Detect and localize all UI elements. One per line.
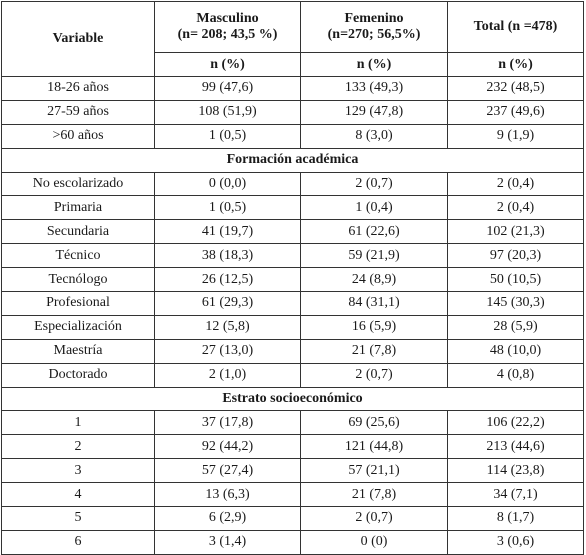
cell-total: 9 (1,9) [448, 124, 584, 148]
table-row [2, 459, 584, 483]
cell-femenino: 129 (47,8) [301, 100, 448, 124]
table-row [2, 292, 584, 316]
row-label: >60 años [2, 124, 155, 148]
row-label: Especialización [2, 315, 155, 339]
cell-total: 48 (10,0) [448, 339, 584, 363]
table-row [2, 483, 584, 507]
table-row [2, 411, 584, 435]
row-label: 4 [2, 483, 155, 507]
table-row [2, 100, 584, 124]
row-label: No escolarizado [2, 172, 155, 196]
section-strata-row [2, 387, 584, 411]
cell-masculino: 37 (17,8) [155, 411, 301, 435]
table-row [2, 77, 584, 101]
cell-masculino: 92 (44,2) [155, 435, 301, 459]
cell-total: 232 (48,5) [448, 77, 584, 101]
cell-masculino: 0 (0,0) [155, 172, 301, 196]
row-label: Secundaria [2, 220, 155, 244]
row-label: 27-59 años [2, 100, 155, 124]
section-education-heading: Formación académica [2, 148, 584, 172]
header-variable: Variable [2, 2, 155, 77]
row-label: 3 [2, 459, 155, 483]
row-label: Técnico [2, 244, 155, 268]
row-label: Maestría [2, 339, 155, 363]
table-row [2, 339, 584, 363]
row-label: 6 [2, 530, 155, 554]
cell-masculino: 41 (19,7) [155, 220, 301, 244]
cell-femenino: 2 (0,7) [301, 172, 448, 196]
table-row [2, 530, 584, 554]
table-row [2, 172, 584, 196]
table-row [2, 124, 584, 148]
cell-total: 34 (7,1) [448, 483, 584, 507]
cell-femenino: 21 (7,8) [301, 483, 448, 507]
cell-total: 114 (23,8) [448, 459, 584, 483]
row-label: Primaria [2, 196, 155, 220]
cell-femenino: 69 (25,6) [301, 411, 448, 435]
cell-total: 145 (30,3) [448, 292, 584, 316]
table-row [2, 268, 584, 292]
header-total: Total (n =478) [448, 2, 584, 53]
cell-femenino: 121 (44,8) [301, 435, 448, 459]
header-femenino [301, 2, 448, 53]
section-education-row [2, 148, 584, 172]
demographics-table [1, 1, 584, 555]
header-femenino-title: Femenino [344, 11, 404, 26]
cell-total: 237 (49,6) [448, 100, 584, 124]
row-label: 1 [2, 411, 155, 435]
row-label: 2 [2, 435, 155, 459]
table-row [2, 363, 584, 387]
cell-masculino: 6 (2,9) [155, 507, 301, 531]
cell-femenino: 61 (22,6) [301, 220, 448, 244]
table-row [2, 244, 584, 268]
cell-total: 213 (44,6) [448, 435, 584, 459]
cell-masculino: 12 (5,8) [155, 315, 301, 339]
section-strata-heading: Estrato socioeconómico [2, 387, 584, 411]
table-row [2, 220, 584, 244]
cell-masculino: 26 (12,5) [155, 268, 301, 292]
cell-femenino: 57 (21,1) [301, 459, 448, 483]
cell-masculino: 57 (27,4) [155, 459, 301, 483]
cell-masculino: 2 (1,0) [155, 363, 301, 387]
cell-masculino: 13 (6,3) [155, 483, 301, 507]
table-row [2, 507, 584, 531]
cell-femenino: 8 (3,0) [301, 124, 448, 148]
cell-masculino: 61 (29,3) [155, 292, 301, 316]
row-label: Profesional [2, 292, 155, 316]
cell-masculino: 1 (0,5) [155, 124, 301, 148]
cell-total: 4 (0,8) [448, 363, 584, 387]
cell-femenino: 21 (7,8) [301, 339, 448, 363]
cell-total: 3 (0,6) [448, 530, 584, 554]
cell-total: 102 (21,3) [448, 220, 584, 244]
cell-total: 106 (22,2) [448, 411, 584, 435]
cell-total: 2 (0,4) [448, 196, 584, 220]
cell-total: 8 (1,7) [448, 507, 584, 531]
subheader-masculino: n (%) [155, 53, 301, 77]
cell-femenino: 0 (0) [301, 530, 448, 554]
subheader-total: n (%) [448, 53, 584, 77]
header-masculino-count: (n= 208; 43,5 %) [177, 27, 278, 42]
cell-masculino: 3 (1,4) [155, 530, 301, 554]
cell-masculino: 99 (47,6) [155, 77, 301, 101]
row-label: Tecnólogo [2, 268, 155, 292]
table-row [2, 196, 584, 220]
row-label: 18-26 años [2, 77, 155, 101]
cell-femenino: 59 (21,9) [301, 244, 448, 268]
cell-total: 2 (0,4) [448, 172, 584, 196]
cell-total: 97 (20,3) [448, 244, 584, 268]
cell-total: 50 (10,5) [448, 268, 584, 292]
cell-femenino: 133 (49,3) [301, 77, 448, 101]
header-row [2, 2, 584, 53]
cell-femenino: 84 (31,1) [301, 292, 448, 316]
table-row [2, 435, 584, 459]
header-masculino-title: Masculino [196, 11, 259, 26]
table-row [2, 315, 584, 339]
row-label: 5 [2, 507, 155, 531]
header-femenino-count: (n=270; 56,5%) [327, 27, 421, 42]
cell-masculino: 38 (18,3) [155, 244, 301, 268]
cell-masculino: 108 (51,9) [155, 100, 301, 124]
header-masculino [155, 2, 301, 53]
cell-femenino: 16 (5,9) [301, 315, 448, 339]
cell-femenino: 2 (0,7) [301, 363, 448, 387]
cell-masculino: 27 (13,0) [155, 339, 301, 363]
row-label: Doctorado [2, 363, 155, 387]
cell-total: 28 (5,9) [448, 315, 584, 339]
cell-femenino: 2 (0,7) [301, 507, 448, 531]
cell-masculino: 1 (0,5) [155, 196, 301, 220]
cell-femenino: 24 (8,9) [301, 268, 448, 292]
subheader-femenino: n (%) [301, 53, 448, 77]
cell-femenino: 1 (0,4) [301, 196, 448, 220]
